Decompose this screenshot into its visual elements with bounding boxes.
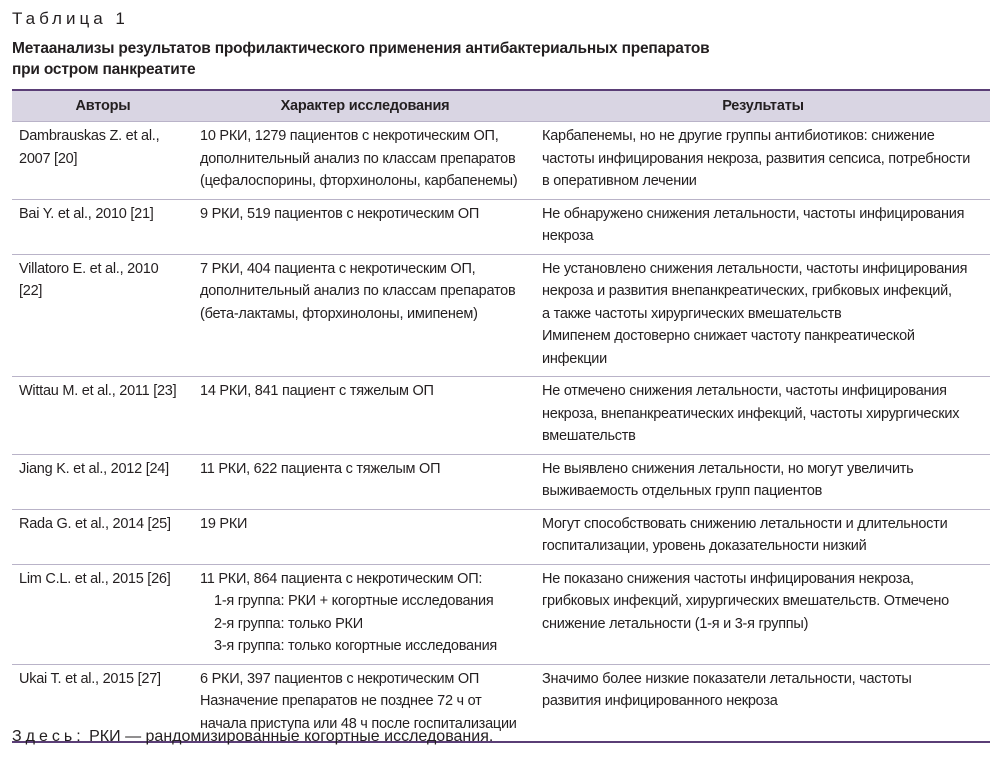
cell-line: Имипенем достоверно снижает частоту панкреатической bbox=[542, 328, 915, 344]
cell-line: 2007 [20] bbox=[19, 150, 78, 167]
table-row bbox=[12, 121, 990, 199]
table-row bbox=[12, 254, 990, 377]
cell-line: дополнительный анализ по классам препаратов bbox=[200, 150, 516, 167]
cell-line: (бета-лактамы, фторхинолоны, имипенем) bbox=[200, 305, 478, 322]
cell-results bbox=[536, 455, 990, 509]
table-title-line-1: Метаанализы результатов профилактического применения антибактериальных препаратов bbox=[12, 40, 710, 57]
cell-line: Не выявлено снижения летальности, но могут увеличить bbox=[542, 460, 914, 477]
cell-line: 9 РКИ, 519 пациентов с некротическим ОП bbox=[200, 205, 480, 222]
cell-study bbox=[194, 455, 536, 509]
cell-line: Карбапенемы, но не другие группы антибиотиков: снижение bbox=[542, 128, 935, 144]
header-results: Результаты bbox=[722, 98, 804, 114]
cell-line: некроза, внепанкреатических инфекций, частоты хирургических bbox=[542, 405, 960, 422]
cell-line: развития инфицированного некроза bbox=[542, 693, 778, 709]
cell-line: 10 РКИ, 1279 пациентов с некротическим ОП, bbox=[200, 128, 499, 144]
cell-line: Не установлено снижения летальности, частоты инфицирования bbox=[542, 260, 968, 277]
cell-line: Ukai T. et al., 2015 [27] bbox=[19, 670, 161, 687]
footnote-text: РКИ — рандомизированные когортные исследования. bbox=[84, 728, 494, 745]
table-body bbox=[12, 121, 990, 741]
cell-line: Не отмечено снижения летальности, частоты инфицирования bbox=[542, 383, 947, 399]
cell-line: выживаемость отдельных групп пациентов bbox=[542, 483, 823, 499]
header-study: Характер исследования bbox=[280, 98, 450, 114]
table-header bbox=[12, 91, 990, 121]
cell-line: 14 РКИ, 841 пациент с тяжелым ОП bbox=[200, 383, 434, 399]
cell-line: Wittau M. et al., 2011 [23] bbox=[19, 383, 177, 399]
cell-results bbox=[536, 255, 990, 377]
cell-line: некроза и развития внепанкреатических, грибковых инфекций, bbox=[542, 283, 952, 299]
cell-results bbox=[536, 122, 990, 199]
table-title bbox=[12, 38, 972, 80]
cell-authors bbox=[12, 510, 194, 564]
cell-line: Не показано снижения частоты инфицирования некроза, bbox=[542, 570, 914, 587]
cell-authors bbox=[12, 255, 194, 377]
cell-line: снижение летальности (1-я и 3-я группы) bbox=[542, 615, 809, 632]
cell-results bbox=[536, 565, 990, 664]
cell-line: 11 РКИ, 864 пациента с некротическим ОП: bbox=[200, 570, 483, 587]
cell-study bbox=[194, 510, 536, 564]
table-title-line-2: при остром панкреатите bbox=[12, 61, 196, 78]
cell-line: Назначение препаратов не позднее 72 ч от bbox=[200, 693, 482, 709]
cell-authors bbox=[12, 122, 194, 199]
cell-study bbox=[194, 200, 536, 254]
table-footnote bbox=[12, 728, 493, 746]
cell-line: Значимо более низкие показатели летальности, частоты bbox=[542, 670, 912, 687]
cell-line: Villatoro E. et al., 2010 bbox=[19, 260, 159, 277]
cell-line: Могут способствовать снижению летальности и длительности bbox=[542, 515, 948, 532]
cell-line: начала приступа или 48 ч после госпитализации bbox=[200, 715, 517, 732]
cell-line: (цефалоспорины, фторхинолоны, карбапенемы) bbox=[200, 173, 518, 189]
cell-line: грибковых инфекций, хирургических вмешательств. Отмечено bbox=[542, 593, 949, 609]
cell-line: частоты инфицирования некроза, развития сепсиса, потребности bbox=[542, 150, 971, 167]
header-authors: Авторы bbox=[75, 98, 131, 114]
cell-line: некроза bbox=[542, 228, 594, 244]
cell-results bbox=[536, 665, 990, 742]
cell-line: а также частоты хирургических вмешательств bbox=[542, 305, 842, 322]
cell-results bbox=[536, 200, 990, 254]
cell-line: 11 РКИ, 622 пациента с тяжелым ОП bbox=[200, 460, 441, 477]
cell-line: инфекции bbox=[542, 350, 607, 367]
cell-line: 19 РКИ bbox=[200, 515, 248, 532]
cell-line: дополнительный анализ по классам препаратов bbox=[200, 283, 516, 299]
table-row bbox=[12, 454, 990, 509]
cell-subline: 1-я группа: РКИ + когортные исследования bbox=[214, 593, 494, 609]
table-row bbox=[12, 376, 990, 454]
cell-line: [22] bbox=[19, 283, 43, 299]
cell-study bbox=[194, 565, 536, 664]
cell-subline: 3-я группа: только когортные исследования bbox=[214, 638, 498, 654]
table-row bbox=[12, 509, 990, 564]
cell-study bbox=[194, 122, 536, 199]
cell-authors bbox=[12, 200, 194, 254]
table-row bbox=[12, 199, 990, 254]
cell-line: 6 РКИ, 397 пациентов с некротическим ОП bbox=[200, 670, 480, 687]
table-row bbox=[12, 564, 990, 664]
cell-line: Не обнаружено снижения летальности, частоты инфицирования bbox=[542, 205, 965, 222]
cell-line: Lim C.L. et al., 2015 [26] bbox=[19, 570, 171, 587]
cell-authors bbox=[12, 455, 194, 509]
cell-authors bbox=[12, 565, 194, 664]
meta-analysis-table bbox=[12, 89, 990, 743]
cell-line: вмешательств bbox=[542, 428, 636, 444]
cell-line: в оперативном лечении bbox=[542, 173, 697, 189]
cell-line: Jiang K. et al., 2012 [24] bbox=[19, 460, 169, 477]
cell-line: Dambrauskas Z. et al., bbox=[19, 128, 160, 144]
footnote-prefix: Здесь: bbox=[12, 728, 85, 745]
cell-line: 7 РКИ, 404 пациента с некротическим ОП, bbox=[200, 260, 476, 277]
cell-subline: 2-я группа: только РКИ bbox=[214, 615, 363, 632]
cell-results bbox=[536, 510, 990, 564]
cell-authors bbox=[12, 377, 194, 454]
cell-study bbox=[194, 377, 536, 454]
cell-line: Rada G. et al., 2014 [25] bbox=[19, 515, 171, 532]
cell-line: Bai Y. et al., 2010 [21] bbox=[19, 205, 154, 222]
cell-line: госпитализации, уровень доказательности низкий bbox=[542, 538, 867, 554]
table-label: Таблица 1 bbox=[12, 9, 129, 28]
cell-study bbox=[194, 255, 536, 377]
cell-results bbox=[536, 377, 990, 454]
